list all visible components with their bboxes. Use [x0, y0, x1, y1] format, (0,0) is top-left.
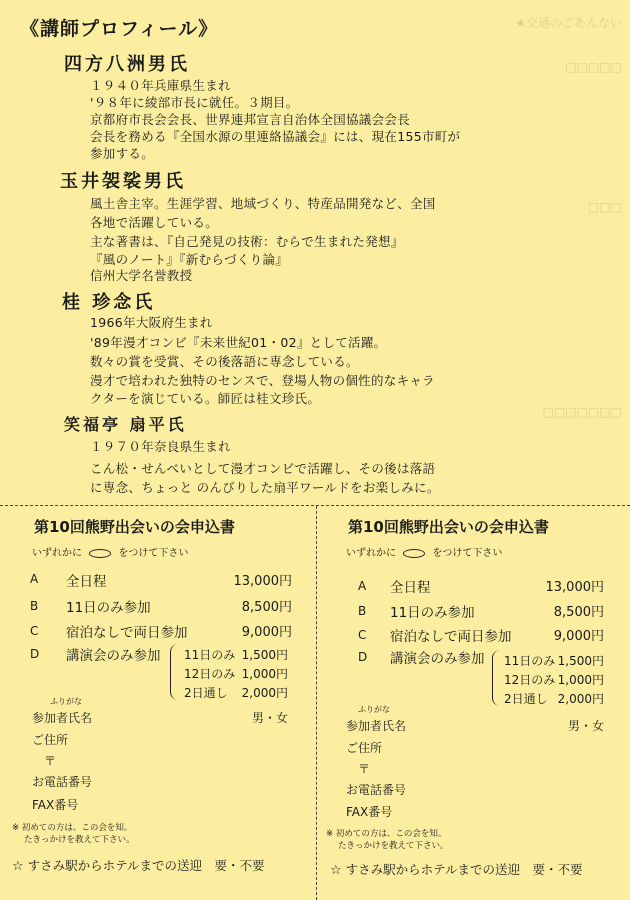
option-price: 13,000円 [545, 580, 604, 595]
speaker-line: １９４０年兵庫県生まれ [90, 78, 231, 93]
option-label[interactable]: 宿泊なしで両日参加 [390, 629, 512, 645]
instruction-text: いずれかに [346, 548, 396, 559]
zip-mark: 〒 [358, 762, 371, 776]
pickup-option[interactable] [12, 856, 265, 874]
speaker-line: １９７０年奈良県生まれ [90, 439, 231, 454]
oval-mark-icon [403, 549, 425, 558]
option-label[interactable]: 11日のみ参加 [390, 605, 475, 621]
option-price: 9,000円 [241, 625, 292, 640]
option-letter: C [30, 624, 39, 638]
speaker-line: 信州大学名誉教授 [90, 268, 193, 283]
sub-option-price: 2,000円 [557, 692, 604, 706]
speaker-line: 数々の賞を受賞、その後落語に専念している。 [90, 354, 359, 369]
option-letter: B [30, 599, 39, 613]
speaker-line: 参加する。 [90, 146, 155, 161]
option-letter: A [30, 572, 39, 586]
option-price: 13,000円 [233, 574, 292, 589]
participant-name-field[interactable]: 参加者氏名 [32, 711, 93, 725]
star-icon: ☆ [330, 863, 342, 878]
speaker-line: 各地で活躍している。 [90, 215, 219, 230]
speaker-line: 風土舎主宰。生涯学習、地域づくり、特産品開発など、全国 [90, 196, 436, 211]
sub-option-label[interactable]: 2日通し [504, 692, 548, 706]
speaker-line: 1966年大阪府生まれ [90, 315, 213, 330]
speaker-name: 玉井袈裟男氏 [60, 171, 186, 192]
address-field[interactable]: ご住所 [346, 741, 383, 755]
option-price: 8,500円 [553, 605, 604, 620]
speaker-name: 四方八洲男氏 [64, 54, 190, 75]
speaker-line: 主な著書は、『自己発見の技術：むらで生まれた発想』 [90, 234, 404, 249]
option-label[interactable]: 11日のみ参加 [66, 600, 151, 616]
address-field[interactable]: ご住所 [32, 733, 69, 747]
speaker-line: 京都府市長会会長、世界連邦宣言自治体全国協議会会長 [90, 112, 411, 127]
pickup-text: すさみ駅からホテルまでの送迎 要・不要 [27, 858, 265, 873]
form-title: 第10回熊野出会いの会申込書 [34, 518, 235, 536]
phone-field[interactable]: お電話番号 [32, 775, 93, 789]
cut-line-vertical [316, 506, 317, 900]
note-line: ※ 初めての方は、この会を知。 [12, 823, 133, 833]
speaker-line: '89年漫才コンビ『未来世紀01・02』として活躍。 [90, 335, 387, 350]
participant-name-field[interactable]: 参加者氏名 [346, 719, 407, 733]
phone-field[interactable]: お電話番号 [346, 783, 407, 797]
brace-icon [492, 650, 503, 706]
option-label[interactable]: 講演会のみ参加 [66, 648, 161, 664]
sub-option-label[interactable]: 11日のみ [504, 654, 556, 668]
note-line: たきっかけを教えて下さい。 [338, 841, 449, 851]
sub-option-price: 1,000円 [241, 667, 288, 681]
sub-option-price: 1,500円 [557, 654, 604, 668]
form-instruction [32, 544, 188, 559]
instruction-text: いずれかに [32, 548, 82, 559]
speaker-name: 桂 珍念氏 [62, 292, 156, 313]
sub-option-price: 1,000円 [557, 673, 604, 687]
sub-option-label[interactable]: 2日通し [184, 686, 228, 700]
instruction-text: をつけて下さい [432, 548, 503, 559]
speaker-line: 『風のノート』『新むらづくり論』 [90, 252, 289, 267]
speaker-line: こん松・せんべいとして漫才コンビで活躍し、その後は落語 [90, 461, 436, 476]
pickup-option[interactable] [330, 860, 583, 878]
option-label[interactable]: 講演会のみ参加 [390, 651, 485, 667]
furigana-label: ふりがな [50, 697, 82, 706]
option-letter: D [358, 650, 368, 664]
sub-option-label[interactable]: 12日のみ [504, 673, 556, 687]
option-letter: C [358, 628, 367, 642]
option-price: 9,000円 [553, 629, 604, 644]
brace-icon [170, 644, 181, 700]
speaker-line: に専念、ちょっと のんびりした扇平ワールドをお楽しみに。 [90, 480, 440, 495]
option-letter: B [358, 604, 367, 618]
sub-option-price: 1,500円 [241, 648, 288, 662]
instruction-text: をつけて下さい [118, 548, 189, 559]
sub-option-label[interactable]: 12日のみ [184, 667, 236, 681]
form-title: 第10回熊野出会いの会申込書 [348, 518, 549, 536]
gender-field[interactable]: 男・女 [252, 711, 289, 725]
sub-option-price: 2,000円 [241, 686, 288, 700]
sub-option-label[interactable]: 11日のみ [184, 648, 236, 662]
note-line: たきっかけを教えて下さい。 [24, 835, 135, 845]
pickup-text: すさみ駅からホテルまでの送迎 要・不要 [345, 862, 583, 877]
application-form-left [0, 506, 316, 900]
form-instruction [346, 544, 502, 559]
option-letter: D [30, 647, 40, 661]
gender-field[interactable]: 男・女 [568, 719, 605, 733]
option-label[interactable]: 全日程 [66, 574, 107, 590]
speaker-line: 会長を務める『全国水源の里連絡協議会』には、現在155市町が [90, 129, 461, 144]
speaker-line: 漫才で培われた独特のセンスで、登場人物の個性的なキャラ [90, 373, 435, 388]
furigana-label: ふりがな [358, 705, 390, 714]
page: 《講師プロフィール》 ★交通のごあんない □□□□□ □□□ □□□□□□□ 四方八洲男氏 １９４０年兵庫県生まれ '９８年に綾部市長に就任。３期目。 京都府市長会会長、世界連邦宣言自治体全国協議会会長 会長を務める『全国水源の里連絡協議会』には、現在155市町が 参加する。 玉井袈裟男氏 風土舎主宰。生涯学習、地域づくり、特産品開発など、全国 各地で活躍している。 主な著書は、『自己発見の技術：むらで生まれた発想』 『風のノート』『新むらづくり論』 信州大学名誉教授 桂 珍念氏 1966年大阪府生まれ '89年漫才コンビ『未来世紀01・02』として活躍。 数々の賞を受賞、その後落語に専念している。 漫才で培われた独特のセンスで、登場人物の個性的なキャラ クターを演じている。師匠は桂文珍氏。 笑福亭 扇平氏 １９７０年奈良県生まれ こん松・せんべいとして漫才コンビで活躍し、その後は落語 に専念、ちょっと のんびりした扇平ワールドをお楽しみに。 第10回熊野出会いの会申込書 いずれかに をつけて下さい A 全日程 13,000円 B 11日のみ参加 8,500円 C 宿泊なしで両日参加 9,000円 D 講演会のみ参加 11日のみ 1,500円 12日のみ 1,000円 2日通し 2,000円 ふりがな 参加者氏名 男・女 ご住所 〒 お電話番号 FAX番号 ※ 初めての方は、この会を知。 たきっかけを教えて下さい。 ☆ すさみ駅からホテルまでの送迎 要・不要 第10回熊野出会いの会申込書 いずれかに をつけて下さい A 全日程 13,000円 B 11日のみ参加 8,500円 C 宿泊なしで両日参加 9,000円 D 講演会のみ参加 11日のみ 1,500円 12日のみ 1,000円 2日通し 2,000円 ふりがな 参加者氏名 男・女 ご住所 〒 お電話番号 FAX番号 ※ 初めての方は、この会を知。 たきっかけを教えて下さい。 ☆ すさみ駅からホテルまでの送迎 要・不要 [0, 0, 630, 900]
speaker-name: 笑福亭 扇平氏 [64, 415, 187, 434]
application-form-right [318, 506, 630, 900]
note-line: ※ 初めての方は、この会を知。 [326, 829, 447, 839]
profile-title: 《講師プロフィール》 [20, 18, 219, 40]
option-label[interactable]: 全日程 [390, 580, 431, 596]
option-label[interactable]: 宿泊なしで両日参加 [66, 625, 188, 641]
oval-mark-icon [89, 549, 111, 558]
star-icon: ☆ [12, 859, 24, 874]
fax-field[interactable]: FAX番号 [32, 798, 79, 812]
fax-field[interactable]: FAX番号 [346, 805, 393, 819]
option-price: 8,500円 [241, 600, 292, 615]
zip-mark: 〒 [44, 754, 57, 768]
option-letter: A [358, 579, 367, 593]
speaker-line: '９８年に綾部市長に就任。３期目。 [90, 95, 299, 110]
speaker-line: クターを演じている。師匠は桂文珍氏。 [90, 391, 321, 406]
